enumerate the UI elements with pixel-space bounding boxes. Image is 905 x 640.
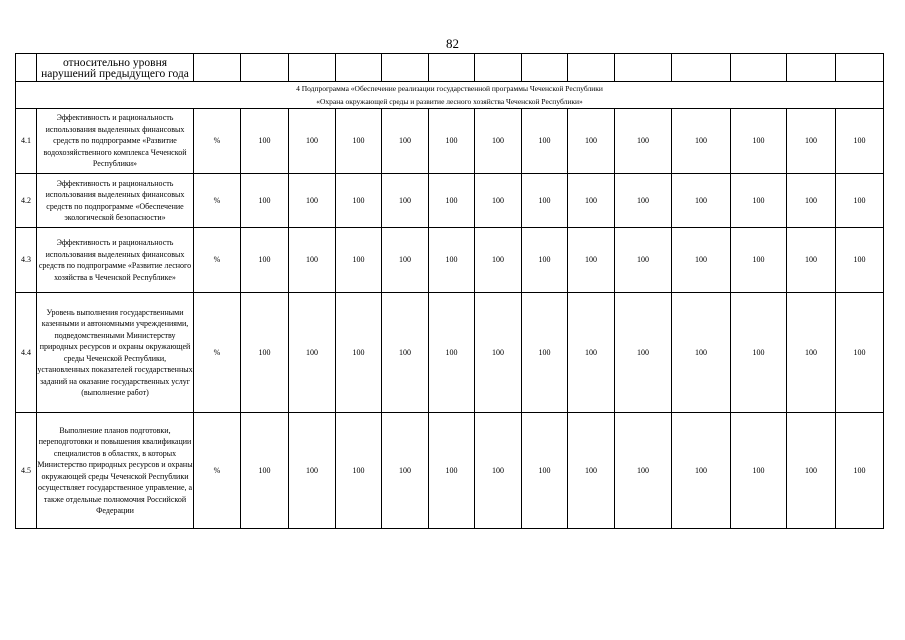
value-cell: 100 bbox=[289, 293, 336, 413]
value-cell: 100 bbox=[336, 413, 382, 529]
unit-cell: % bbox=[194, 109, 241, 174]
value-cell: 100 bbox=[672, 174, 731, 228]
indicator-name: Эффективность и рациональность использования выделенных финансовых средств по подпрограмме «Развитие водохозяйственного комплекса Чеченской Республики» bbox=[37, 109, 194, 174]
value-cell: 100 bbox=[615, 109, 672, 174]
value-cell: 100 bbox=[336, 109, 382, 174]
indicator-name: Эффективность и рациональность использования выделенных финансовых средств по подпрограмме «Развитие лесного хозяйства в Чеченской Республике» bbox=[37, 228, 194, 293]
value-cell: 100 bbox=[568, 413, 615, 529]
value-cell: 100 bbox=[241, 228, 289, 293]
value-cell: 100 bbox=[429, 174, 475, 228]
value-cell: 100 bbox=[522, 228, 568, 293]
value-cell: 100 bbox=[522, 293, 568, 413]
row-number: 4.3 bbox=[16, 228, 37, 293]
indicator-name: Эффективность и рациональность использования выделенных финансовых средств по подпрограмме «Обеспечение экологической безопасности» bbox=[37, 174, 194, 228]
value-cell: 100 bbox=[429, 109, 475, 174]
value-cell: 100 bbox=[336, 228, 382, 293]
subprogram-header-line2: «Охрана окружающей среды и развитие лесного хозяйства Чеченской Республики» bbox=[316, 97, 583, 106]
unit-cell: % bbox=[194, 293, 241, 413]
table-row bbox=[16, 413, 884, 529]
table-row bbox=[16, 293, 884, 413]
value-cell: 100 bbox=[475, 174, 522, 228]
value-cell: 100 bbox=[836, 228, 884, 293]
table-row-continuation bbox=[16, 54, 884, 82]
value-cell: 100 bbox=[568, 228, 615, 293]
table-row bbox=[16, 109, 884, 174]
value-cell: 100 bbox=[475, 228, 522, 293]
value-cell: 100 bbox=[336, 293, 382, 413]
value-cell: 100 bbox=[672, 413, 731, 529]
row-number: 4.5 bbox=[16, 413, 37, 529]
value-cell: 100 bbox=[522, 109, 568, 174]
value-cell: 100 bbox=[241, 109, 289, 174]
value-cell: 100 bbox=[615, 228, 672, 293]
subprogram-header-line1: 4 Подпрограмма «Обеспечение реализации государственной программы Чеченской Республики bbox=[296, 84, 603, 93]
value-cell: 100 bbox=[836, 174, 884, 228]
row-number: 4.4 bbox=[16, 293, 37, 413]
value-cell: 100 bbox=[615, 413, 672, 529]
row-number: 4.1 bbox=[16, 109, 37, 174]
value-cell: 100 bbox=[475, 293, 522, 413]
value-cell: 100 bbox=[475, 109, 522, 174]
value-cell: 100 bbox=[241, 174, 289, 228]
value-cell: 100 bbox=[615, 293, 672, 413]
value-cell: 100 bbox=[241, 293, 289, 413]
indicator-name: относительно уровня нарушений предыдущего года bbox=[37, 54, 194, 82]
table-row bbox=[16, 228, 884, 293]
page-number: 82 bbox=[446, 36, 459, 51]
value-cell: 100 bbox=[382, 413, 429, 529]
value-cell: 100 bbox=[568, 174, 615, 228]
unit-cell: % bbox=[194, 174, 241, 228]
unit-cell: % bbox=[194, 413, 241, 529]
value-cell: 100 bbox=[522, 174, 568, 228]
value-cell: 100 bbox=[522, 413, 568, 529]
table-row bbox=[16, 174, 884, 228]
value-cell: 100 bbox=[289, 413, 336, 529]
value-cell: 100 bbox=[731, 228, 787, 293]
value-cell: 100 bbox=[289, 174, 336, 228]
row-number: 4.2 bbox=[16, 174, 37, 228]
value-cell: 100 bbox=[672, 109, 731, 174]
value-cell: 100 bbox=[475, 413, 522, 529]
value-cell: 100 bbox=[731, 174, 787, 228]
value-cell: 100 bbox=[731, 293, 787, 413]
value-cell: 100 bbox=[429, 228, 475, 293]
value-cell: 100 bbox=[382, 293, 429, 413]
value-cell: 100 bbox=[787, 293, 836, 413]
value-cell: 100 bbox=[672, 228, 731, 293]
value-cell: 100 bbox=[568, 109, 615, 174]
value-cell: 100 bbox=[568, 293, 615, 413]
value-cell: 100 bbox=[836, 109, 884, 174]
unit-cell: % bbox=[194, 228, 241, 293]
subprogram-header bbox=[16, 82, 884, 109]
value-cell: 100 bbox=[429, 413, 475, 529]
value-cell: 100 bbox=[241, 413, 289, 529]
subprogram-header-row bbox=[16, 82, 884, 109]
value-cell: 100 bbox=[731, 109, 787, 174]
value-cell: 100 bbox=[289, 228, 336, 293]
value-cell: 100 bbox=[672, 293, 731, 413]
value-cell: 100 bbox=[836, 413, 884, 529]
num-cell bbox=[16, 54, 37, 82]
value-cell: 100 bbox=[615, 174, 672, 228]
value-cell: 100 bbox=[289, 109, 336, 174]
value-cell: 100 bbox=[787, 109, 836, 174]
value-cell: 100 bbox=[429, 293, 475, 413]
value-cell: 100 bbox=[787, 174, 836, 228]
indicator-name: Уровень выполнения государственными казенными и автономными учреждениями, подведомственными Министерству природных ресурсов и охраны окружающей среды Чеченской Республики, установленных показателей государственных заданий на оказание государственных услуг (выполнение работ) bbox=[37, 293, 194, 413]
value-cell: 100 bbox=[382, 228, 429, 293]
value-cell: 100 bbox=[836, 293, 884, 413]
indicator-name: Выполнение планов подготовки, переподготовки и повышения квалификации специалистов в областях, в которых Министерство природных ресурсов и охраны окружающей среды Чеченской Республики осуществляет государственное управление, а также отдельные полномочия Российской Федерации bbox=[37, 413, 194, 529]
value-cell: 100 bbox=[382, 109, 429, 174]
indicators-table bbox=[15, 53, 884, 529]
value-cell: 100 bbox=[787, 228, 836, 293]
value-cell: 100 bbox=[787, 413, 836, 529]
value-cell: 100 bbox=[731, 413, 787, 529]
value-cell: 100 bbox=[336, 174, 382, 228]
value-cell: 100 bbox=[382, 174, 429, 228]
